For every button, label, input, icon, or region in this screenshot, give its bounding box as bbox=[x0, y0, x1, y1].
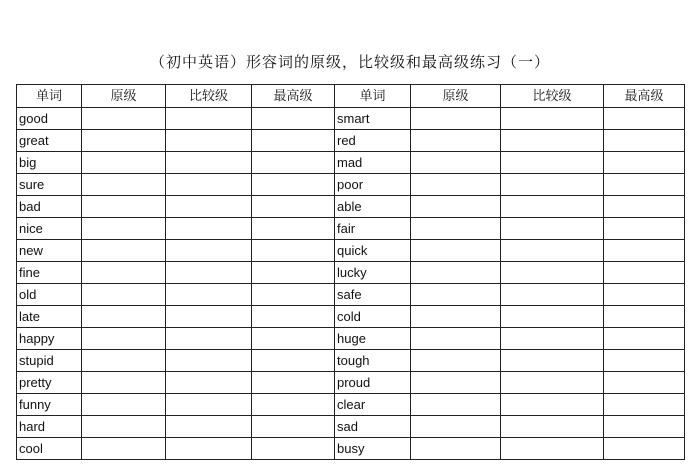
positive-blank-right[interactable] bbox=[411, 130, 501, 152]
superlative-blank-right[interactable] bbox=[604, 152, 685, 174]
positive-blank-left[interactable] bbox=[82, 152, 166, 174]
comparative-blank-left[interactable] bbox=[166, 196, 252, 218]
positive-blank-left[interactable] bbox=[82, 328, 166, 350]
comparative-blank-left[interactable] bbox=[166, 218, 252, 240]
comparative-blank-right[interactable] bbox=[501, 350, 604, 372]
superlative-blank-left[interactable] bbox=[252, 262, 335, 284]
word-cell-left: late bbox=[17, 306, 82, 328]
table-row bbox=[17, 152, 685, 174]
header-positive-right: 原级 bbox=[411, 85, 501, 108]
table-row bbox=[17, 130, 685, 152]
superlative-blank-right[interactable] bbox=[604, 196, 685, 218]
superlative-blank-right[interactable] bbox=[604, 438, 685, 460]
positive-blank-left[interactable] bbox=[82, 284, 166, 306]
word-cell-left: great bbox=[17, 130, 82, 152]
comparative-blank-right[interactable] bbox=[501, 372, 604, 394]
comparative-blank-left[interactable] bbox=[166, 416, 252, 438]
word-cell-right: proud bbox=[335, 372, 411, 394]
word-cell-right: able bbox=[335, 196, 411, 218]
positive-blank-right[interactable] bbox=[411, 240, 501, 262]
positive-blank-right[interactable] bbox=[411, 108, 501, 130]
comparative-blank-left[interactable] bbox=[166, 152, 252, 174]
positive-blank-left[interactable] bbox=[82, 130, 166, 152]
word-cell-right: busy bbox=[335, 438, 411, 460]
superlative-blank-right[interactable] bbox=[604, 328, 685, 350]
positive-blank-right[interactable] bbox=[411, 152, 501, 174]
word-cell-right: huge bbox=[335, 328, 411, 350]
comparative-blank-right[interactable] bbox=[501, 284, 604, 306]
table-row bbox=[17, 416, 685, 438]
header-positive-left: 原级 bbox=[82, 85, 166, 108]
comparative-blank-right[interactable] bbox=[501, 108, 604, 130]
word-cell-left: hard bbox=[17, 416, 82, 438]
word-cell-left: stupid bbox=[17, 350, 82, 372]
table-row bbox=[17, 196, 685, 218]
comparative-blank-left[interactable] bbox=[166, 372, 252, 394]
word-cell-right: sad bbox=[335, 416, 411, 438]
superlative-blank-left[interactable] bbox=[252, 174, 335, 196]
word-cell-left: funny bbox=[17, 394, 82, 416]
comparative-blank-right[interactable] bbox=[501, 438, 604, 460]
header-comparative-right: 比较级 bbox=[501, 85, 604, 108]
table-row bbox=[17, 284, 685, 306]
worksheet-title: （初中英语）形容词的原级，比较级和最高级练习（一） bbox=[149, 53, 550, 71]
superlative-blank-left[interactable] bbox=[252, 438, 335, 460]
positive-blank-left[interactable] bbox=[82, 394, 166, 416]
superlative-blank-left[interactable] bbox=[252, 152, 335, 174]
comparative-blank-left[interactable] bbox=[166, 328, 252, 350]
table-row bbox=[17, 372, 685, 394]
superlative-blank-right[interactable] bbox=[604, 350, 685, 372]
table-row bbox=[17, 394, 685, 416]
word-cell-left: new bbox=[17, 240, 82, 262]
positive-blank-left[interactable] bbox=[82, 306, 166, 328]
positive-blank-left[interactable] bbox=[82, 174, 166, 196]
header-row bbox=[17, 85, 685, 108]
superlative-blank-left[interactable] bbox=[252, 328, 335, 350]
positive-blank-left[interactable] bbox=[82, 196, 166, 218]
superlative-blank-left[interactable] bbox=[252, 218, 335, 240]
superlative-blank-left[interactable] bbox=[252, 240, 335, 262]
positive-blank-right[interactable] bbox=[411, 306, 501, 328]
superlative-blank-right[interactable] bbox=[604, 306, 685, 328]
superlative-blank-left[interactable] bbox=[252, 394, 335, 416]
table-header bbox=[17, 85, 685, 108]
word-cell-right: smart bbox=[335, 108, 411, 130]
comparative-blank-left[interactable] bbox=[166, 284, 252, 306]
word-cell-right: red bbox=[335, 130, 411, 152]
word-cell-right: poor bbox=[335, 174, 411, 196]
comparative-blank-left[interactable] bbox=[166, 174, 252, 196]
comparative-blank-left[interactable] bbox=[166, 438, 252, 460]
superlative-blank-right[interactable] bbox=[604, 262, 685, 284]
word-cell-left: old bbox=[17, 284, 82, 306]
word-cell-right: clear bbox=[335, 394, 411, 416]
superlative-blank-right[interactable] bbox=[604, 218, 685, 240]
positive-blank-right[interactable] bbox=[411, 416, 501, 438]
superlative-blank-left[interactable] bbox=[252, 196, 335, 218]
table-row bbox=[17, 108, 685, 130]
table-row bbox=[17, 328, 685, 350]
table-row bbox=[17, 174, 685, 196]
comparative-blank-left[interactable] bbox=[166, 108, 252, 130]
superlative-blank-left[interactable] bbox=[252, 108, 335, 130]
superlative-blank-left[interactable] bbox=[252, 416, 335, 438]
positive-blank-left[interactable] bbox=[82, 262, 166, 284]
comparative-blank-right[interactable] bbox=[501, 240, 604, 262]
comparative-blank-right[interactable] bbox=[501, 416, 604, 438]
comparative-blank-right[interactable] bbox=[501, 306, 604, 328]
positive-blank-left[interactable] bbox=[82, 240, 166, 262]
positive-blank-right[interactable] bbox=[411, 196, 501, 218]
superlative-blank-right[interactable] bbox=[604, 108, 685, 130]
word-cell-right: quick bbox=[335, 240, 411, 262]
positive-blank-right[interactable] bbox=[411, 372, 501, 394]
header-word-left: 单词 bbox=[17, 85, 82, 108]
word-cell-right: mad bbox=[335, 152, 411, 174]
positive-blank-left[interactable] bbox=[82, 218, 166, 240]
comparative-blank-right[interactable] bbox=[501, 394, 604, 416]
comparative-blank-left[interactable] bbox=[166, 262, 252, 284]
positive-blank-right[interactable] bbox=[411, 174, 501, 196]
comparative-blank-right[interactable] bbox=[501, 174, 604, 196]
superlative-blank-right[interactable] bbox=[604, 394, 685, 416]
word-cell-left: sure bbox=[17, 174, 82, 196]
word-cell-left: good bbox=[17, 108, 82, 130]
positive-blank-left[interactable] bbox=[82, 372, 166, 394]
superlative-blank-left[interactable] bbox=[252, 130, 335, 152]
superlative-blank-right[interactable] bbox=[604, 174, 685, 196]
comparative-blank-left[interactable] bbox=[166, 306, 252, 328]
positive-blank-left[interactable] bbox=[82, 350, 166, 372]
positive-blank-right[interactable] bbox=[411, 218, 501, 240]
superlative-blank-left[interactable] bbox=[252, 372, 335, 394]
superlative-blank-right[interactable] bbox=[604, 372, 685, 394]
header-word-right: 单词 bbox=[335, 85, 411, 108]
superlative-blank-left[interactable] bbox=[252, 284, 335, 306]
table-row bbox=[17, 438, 685, 460]
table-row bbox=[17, 306, 685, 328]
word-cell-left: cool bbox=[17, 438, 82, 460]
word-cell-left: pretty bbox=[17, 372, 82, 394]
positive-blank-left[interactable] bbox=[82, 108, 166, 130]
table-body bbox=[17, 108, 685, 460]
comparative-blank-left[interactable] bbox=[166, 394, 252, 416]
superlative-blank-right[interactable] bbox=[604, 284, 685, 306]
word-cell-left: bad bbox=[17, 196, 82, 218]
superlative-blank-left[interactable] bbox=[252, 306, 335, 328]
header-superlative-right: 最高级 bbox=[604, 85, 685, 108]
comparative-blank-right[interactable] bbox=[501, 152, 604, 174]
table-row bbox=[17, 262, 685, 284]
word-cell-right: safe bbox=[335, 284, 411, 306]
comparative-blank-right[interactable] bbox=[501, 262, 604, 284]
table-row bbox=[17, 240, 685, 262]
comparative-blank-left[interactable] bbox=[166, 240, 252, 262]
comparative-blank-left[interactable] bbox=[166, 350, 252, 372]
word-cell-left: big bbox=[17, 152, 82, 174]
word-cell-left: fine bbox=[17, 262, 82, 284]
superlative-blank-left[interactable] bbox=[252, 350, 335, 372]
positive-blank-right[interactable] bbox=[411, 394, 501, 416]
comparative-blank-right[interactable] bbox=[501, 218, 604, 240]
positive-blank-right[interactable] bbox=[411, 350, 501, 372]
table-row bbox=[17, 350, 685, 372]
word-cell-left: nice bbox=[17, 218, 82, 240]
superlative-blank-right[interactable] bbox=[604, 416, 685, 438]
word-cell-right: fair bbox=[335, 218, 411, 240]
header-superlative-left: 最高级 bbox=[252, 85, 335, 108]
positive-blank-right[interactable] bbox=[411, 438, 501, 460]
positive-blank-left[interactable] bbox=[82, 438, 166, 460]
positive-blank-right[interactable] bbox=[411, 328, 501, 350]
superlative-blank-right[interactable] bbox=[604, 130, 685, 152]
header-comparative-left: 比较级 bbox=[166, 85, 252, 108]
adjective-comparison-table bbox=[16, 84, 685, 460]
comparative-blank-right[interactable] bbox=[501, 328, 604, 350]
positive-blank-right[interactable] bbox=[411, 284, 501, 306]
comparative-blank-right[interactable] bbox=[501, 130, 604, 152]
superlative-blank-right[interactable] bbox=[604, 240, 685, 262]
comparative-blank-right[interactable] bbox=[501, 196, 604, 218]
positive-blank-right[interactable] bbox=[411, 262, 501, 284]
word-cell-left: happy bbox=[17, 328, 82, 350]
table-row bbox=[17, 218, 685, 240]
word-cell-right: tough bbox=[335, 350, 411, 372]
positive-blank-left[interactable] bbox=[82, 416, 166, 438]
word-cell-right: lucky bbox=[335, 262, 411, 284]
word-cell-right: cold bbox=[335, 306, 411, 328]
comparative-blank-left[interactable] bbox=[166, 130, 252, 152]
